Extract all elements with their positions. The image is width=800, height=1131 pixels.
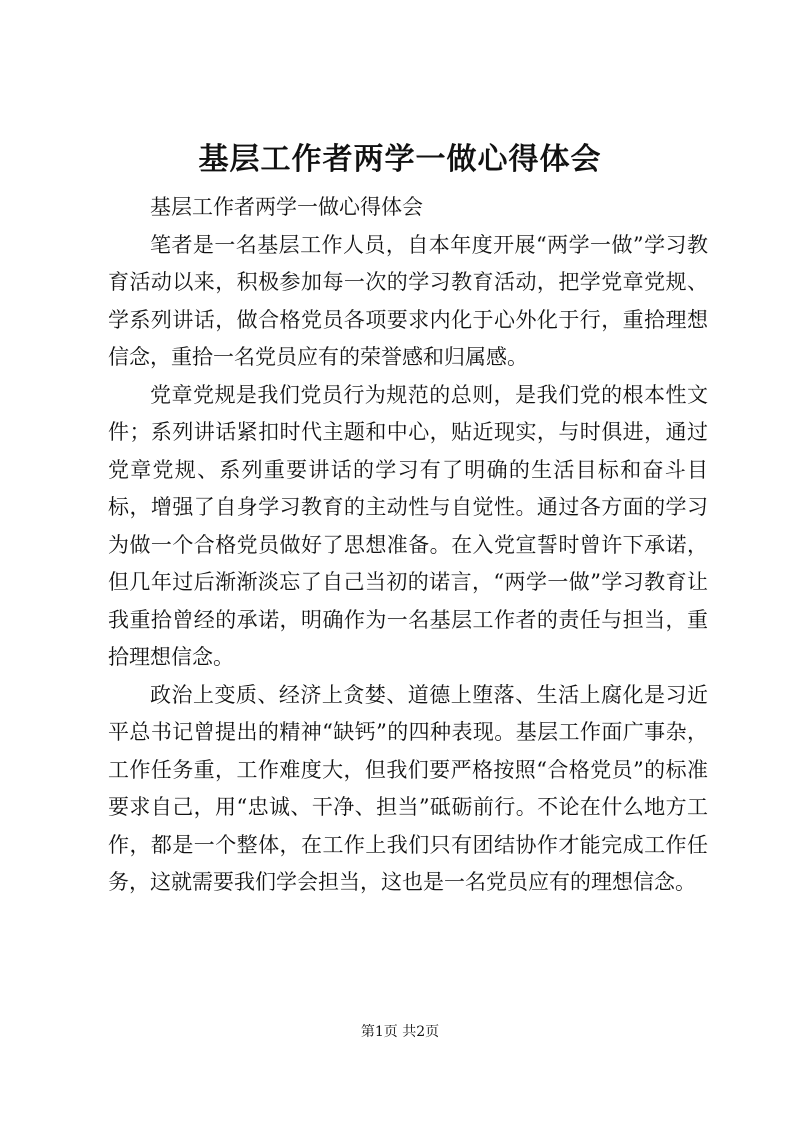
paragraph-2: 党章党规是我们党员行为规范的总则，是我们党的根本性文件；系列讲话紧扣时代主题和中心，贴近现实，与时俱进，通过党章党规、系列重要讲话的学习有了明确的生活目标和奋斗目标，增强了自身学习教育的主动性与自觉性。通过各方面的学习为做一个合格党员做好了思想准备。在入党宣誓时曾许下承诺，但几年过后渐渐淡忘了自己当初的诺言，“两学一做”学习教育让我重拾曾经的承诺，明确作为一名基层工作者的责任与担当，重拾理想信念。 <box>108 382 708 669</box>
document-body <box>108 189 708 902</box>
document-title: 基层工作者两学一做心得体会 <box>198 142 602 177</box>
paragraph-subtitle: 基层工作者两学一做心得体会 <box>150 195 423 219</box>
paragraph-3: 政治上变质、经济上贪婪、道德上堕落、生活上腐化是习近平总书记曾提出的精神“缺钙”的四种表现。基层工作面广事杂，工作任务重，工作难度大，但我们要严格按照“合格党员”的标准要求自己，用“忠诚、干净、担当”砥砺前行。不论在什么地方工作，都是一个整体，在工作上我们只有团结协作才能完成工作任务，这就需要我们学会担当，这也是一名党员应有的理想信念。 <box>108 682 708 894</box>
paragraph-1: 笔者是一名基层工作人员，自本年度开展“两学一做”学习教育活动以来，积极参加每一次的学习教育活动，把学党章党规、学系列讲话，做合格党员各项要求内化于心外化于行，重拾理想信念，重拾一名党员应有的荣誉感和归属感。 <box>108 232 708 369</box>
page-number-footer: 第1页 共2页 <box>360 1024 440 1040</box>
